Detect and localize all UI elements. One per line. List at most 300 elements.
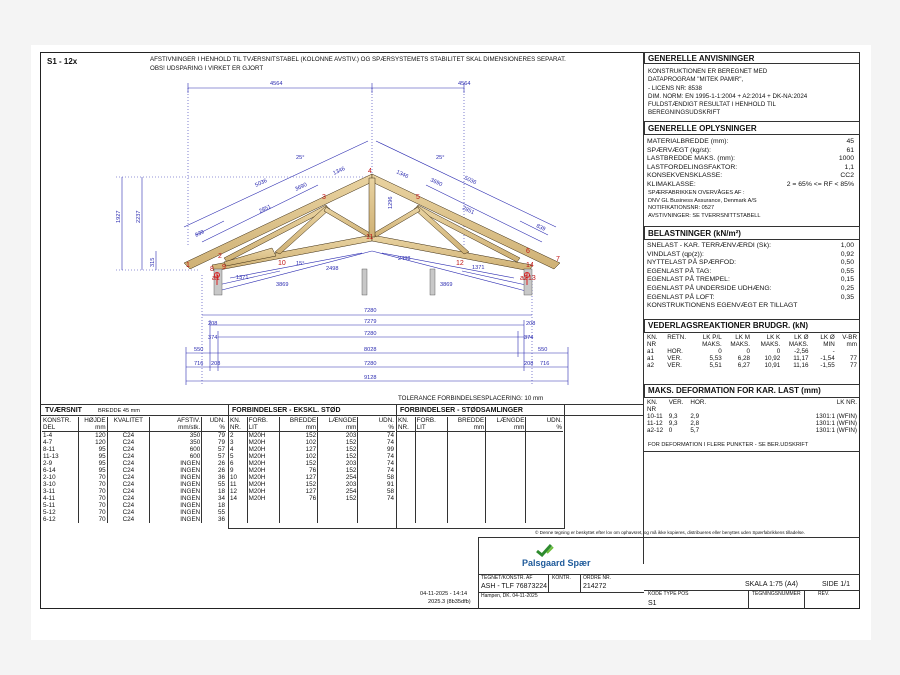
ekskl-empty-cell bbox=[318, 502, 358, 509]
tvaersnit-cell: 3-11 bbox=[42, 488, 78, 495]
belastninger-row bbox=[644, 251, 858, 259]
stoed-empty-row bbox=[397, 460, 563, 467]
stoed-empty-cell bbox=[415, 446, 447, 453]
tvaersnit-cell: 600 bbox=[150, 446, 202, 453]
ekskl-empty-cell bbox=[279, 502, 317, 509]
member-1346-r: 1346 bbox=[395, 169, 409, 181]
belastninger-key: EGENLAST PÅ LOFT: bbox=[647, 293, 715, 301]
support-markers bbox=[215, 273, 530, 286]
member-2498-r: 2498 bbox=[398, 256, 411, 262]
stoed-empty-cell bbox=[397, 509, 415, 516]
ekskl-cell: 74 bbox=[386, 439, 394, 446]
ekskl-cell: 152 bbox=[279, 432, 317, 440]
supports bbox=[214, 269, 532, 295]
anvisninger-line: KONSTRUKTIONEN ER BEREGNET MED bbox=[648, 68, 768, 75]
vederlag-cell: 0 bbox=[776, 348, 781, 355]
member-839-r: 839 bbox=[535, 223, 547, 233]
stoed-empty-cell bbox=[526, 474, 563, 481]
tvaersnit-cell: 70 bbox=[78, 516, 107, 523]
tvaersnit-cell: C24 bbox=[107, 467, 150, 474]
ekskl-empty-cell bbox=[229, 502, 247, 509]
ekskl-cell: 2 bbox=[229, 432, 247, 440]
deformation-header: HOR. bbox=[690, 399, 707, 406]
tvaersnit-cell: C24 bbox=[107, 460, 150, 467]
stoed-empty-row bbox=[397, 432, 563, 440]
tvaersnit-title: TVÆRSNIT bbox=[45, 407, 82, 414]
node-8: 8 bbox=[210, 266, 214, 273]
footer-mid bbox=[478, 574, 860, 575]
ekskl-empty-cell bbox=[358, 516, 395, 523]
stoed-empty-cell bbox=[486, 439, 526, 446]
belastninger-row bbox=[644, 259, 858, 267]
oplysninger-value: 61 bbox=[846, 146, 854, 154]
tvaersnit-cell: C24 bbox=[107, 495, 150, 502]
tvaersnit-cell: INGEN bbox=[150, 488, 202, 495]
stoed-empty-row bbox=[397, 502, 563, 509]
oplysninger-value: 1,1 bbox=[844, 163, 854, 171]
stoed-table bbox=[397, 417, 563, 523]
stoed-header-unit: LIT bbox=[415, 424, 447, 432]
ekskl-cell: 76 bbox=[279, 495, 317, 502]
vederlag-cell: 0 bbox=[746, 348, 750, 355]
ekskl-cell: 102 bbox=[279, 439, 317, 446]
place-date: Hampen, DK. 04-11-2025 bbox=[481, 593, 538, 599]
belastninger-title: BELASTNINGER (kN/m²) bbox=[648, 229, 741, 238]
stoed-empty-cell bbox=[447, 516, 485, 523]
ekskl-row bbox=[229, 488, 395, 495]
ekskl-cell: 10 bbox=[229, 474, 247, 481]
stoed-empty-cell bbox=[486, 481, 526, 488]
tvaersnit-cell: C24 bbox=[107, 432, 150, 440]
member-1371-r: 1371 bbox=[472, 265, 485, 271]
member-1296: 1296 bbox=[388, 196, 394, 209]
ekskl-cell: 203 bbox=[318, 432, 358, 440]
dim-b4-left: 550 bbox=[194, 347, 204, 353]
tvaersnit-cell: 8-11 bbox=[42, 446, 78, 453]
stoed-empty-cell bbox=[415, 509, 447, 516]
belastninger-row bbox=[644, 276, 858, 284]
vederlag-cell: 10,91 bbox=[764, 362, 781, 369]
tvaersnit-row bbox=[42, 481, 226, 488]
tvaersnit-cell: 70 bbox=[78, 495, 107, 502]
deformation-header-unit bbox=[777, 406, 858, 413]
node-10: 10 bbox=[278, 260, 286, 267]
ekskl-cell: 152 bbox=[318, 495, 358, 502]
ekskl-row bbox=[229, 467, 395, 474]
ekskl-cell: 152 bbox=[318, 453, 358, 460]
stoed-empty-cell bbox=[447, 432, 485, 440]
ekskl-cell: 74 bbox=[386, 460, 394, 467]
stoed-empty-cell bbox=[486, 446, 526, 453]
deformation-cell: 0 bbox=[668, 427, 673, 434]
ekskl-cell: 152 bbox=[318, 439, 358, 446]
stoed-empty-cell bbox=[415, 488, 447, 495]
tvaersnit-cell: 18 bbox=[217, 502, 225, 509]
deformation-header: KN. bbox=[647, 399, 658, 406]
tvaersnit-cell: 79 bbox=[217, 432, 225, 439]
stoed-empty-cell bbox=[397, 495, 415, 502]
member-839-l: 839 bbox=[194, 229, 206, 239]
ekskl-header: KN. bbox=[229, 417, 247, 424]
tvaersnit-cell: INGEN bbox=[150, 509, 202, 516]
support-a1: a1 bbox=[212, 275, 220, 282]
ekskl-header-unit: % bbox=[358, 424, 395, 432]
ekskl-title: FORBINDELSER - EKSKL. STØD bbox=[232, 407, 341, 414]
stoed-empty-cell bbox=[526, 460, 563, 467]
stoed-empty-row bbox=[397, 439, 563, 446]
vederlag-header: KN. bbox=[647, 334, 658, 341]
vederlag-cell: a1 bbox=[647, 348, 655, 355]
stoed-empty-cell bbox=[447, 509, 485, 516]
ekskl-header: LÆNGDE bbox=[318, 417, 358, 424]
deformation-bottom bbox=[644, 451, 860, 452]
vederlag-cell: -1,55 bbox=[820, 362, 835, 369]
anvisninger-line: DIM. NORM: EN 1995-1-1:2004 + A2:2014 + DK-NA:2024 bbox=[648, 92, 808, 100]
ekskl-bottom-border bbox=[228, 528, 396, 529]
stoed-empty-cell bbox=[447, 460, 485, 467]
vederlag-header: LK P/L bbox=[702, 334, 722, 341]
tvaersnit-cell: INGEN bbox=[150, 502, 202, 509]
stoed-empty-cell bbox=[486, 495, 526, 502]
tvaersnit-cell: INGEN bbox=[150, 460, 202, 467]
stoed-empty-cell bbox=[415, 439, 447, 446]
vederlag-header: V-BR bbox=[842, 334, 857, 341]
oplysninger-small: DNV GL Business Assurance, Denmark A/S bbox=[648, 197, 757, 204]
oplysninger-row bbox=[644, 164, 858, 172]
stoed-empty-cell bbox=[397, 453, 415, 460]
ekskl-cell: 74 bbox=[386, 495, 394, 502]
belastninger-value: 0,55 bbox=[840, 267, 854, 275]
oplysninger-row bbox=[644, 181, 858, 189]
stoed-empty-cell bbox=[486, 488, 526, 495]
vederlag-cell: 11,17 bbox=[793, 355, 809, 362]
ekskl-cell: 152 bbox=[318, 446, 358, 453]
vederlag-grid bbox=[646, 334, 858, 369]
ekskl-empty-cell bbox=[247, 502, 279, 509]
stoed-empty-cell bbox=[415, 495, 447, 502]
ordre-label: ORDRE NR. bbox=[583, 575, 612, 581]
ekskl-empty-row bbox=[229, 502, 395, 509]
tvaersnit-cell: C24 bbox=[107, 439, 150, 446]
stoed-empty-cell bbox=[526, 453, 563, 460]
stoed-empty-cell bbox=[447, 446, 485, 453]
vederlag-cell: a2 bbox=[647, 362, 655, 369]
belastninger-key: EGENLAST PÅ TAG: bbox=[647, 267, 712, 275]
logo-text: Palsgaard Spær bbox=[522, 558, 591, 568]
oplysninger-row bbox=[644, 147, 858, 155]
deformation-cell: 11-12 bbox=[647, 420, 663, 427]
vederlag-header: RETN. bbox=[667, 334, 687, 341]
tvaersnit-cell: C24 bbox=[107, 502, 150, 509]
anvisninger-line: FULDSTÆNDIGT RESULTAT I HENHOLD TIL bbox=[648, 101, 776, 109]
ekskl-cell: M20H bbox=[247, 481, 279, 488]
tvaersnit-header: KVALITET bbox=[107, 417, 150, 424]
tvaersnit-header: UDN. bbox=[209, 417, 225, 424]
vederlag-cell: 6,27 bbox=[737, 362, 750, 369]
node-1: 1 bbox=[186, 262, 190, 269]
support-a2: a2 bbox=[520, 275, 528, 282]
deformation-cell: 5,7 bbox=[690, 427, 700, 434]
deformation-grid bbox=[646, 399, 858, 434]
node-3: 3 bbox=[322, 194, 326, 201]
stoed-empty-cell bbox=[486, 432, 526, 440]
tvaersnit-cell: INGEN bbox=[150, 495, 202, 502]
member-1346-l: 1346 bbox=[332, 166, 347, 177]
tvaersnit-row bbox=[42, 509, 226, 516]
oplysninger-small: AVSTIVNINGER: SE TVERRSNITTSTABELL bbox=[648, 212, 761, 219]
ekskl-header: UDN. bbox=[378, 417, 394, 424]
side: SIDE 1/1 bbox=[822, 581, 851, 588]
node-9: 9 bbox=[222, 264, 226, 271]
ekskl-cell: 91 bbox=[386, 481, 394, 488]
tvaersnit-cell: 5-11 bbox=[42, 502, 78, 509]
ekskl-cell: 6 bbox=[229, 460, 247, 467]
belastninger-value: 0,35 bbox=[840, 293, 854, 301]
deformation-header-unit bbox=[668, 406, 690, 413]
tvaersnit-row bbox=[42, 453, 226, 460]
member-1371-l: 1371 bbox=[236, 275, 249, 281]
deformation-cell: 1301:1 (WFIN) bbox=[815, 413, 857, 420]
tvaersnit-row bbox=[42, 467, 226, 474]
ekskl-empty-cell bbox=[279, 516, 317, 523]
belastninger-key: EGENLAST PÅ TREMPEL: bbox=[647, 276, 730, 284]
deformation-header-unit bbox=[689, 406, 776, 413]
deformation-header-unit: NR bbox=[647, 406, 657, 413]
tolerance-note: TOLERANCE FORBINDELSESPLACERING: 10 mm bbox=[398, 395, 544, 402]
member-3690-l: 3690 bbox=[294, 182, 309, 193]
belastninger-row bbox=[644, 268, 858, 276]
dim-top-right: 4564 bbox=[458, 81, 471, 87]
tvaersnit-cell: INGEN bbox=[150, 474, 202, 481]
vederlag-cell: VER. bbox=[667, 362, 682, 369]
dim-b6-mid: 9128 bbox=[364, 375, 377, 381]
logo-icon bbox=[535, 543, 559, 557]
vederlag-header: LK K bbox=[766, 334, 781, 341]
oplysninger-row bbox=[644, 155, 858, 163]
stoed-empty-cell bbox=[526, 516, 563, 523]
footer-sep-4 bbox=[804, 590, 805, 609]
deformation-cell: a2-12 bbox=[647, 427, 664, 434]
dim-left-2237: 2237 bbox=[136, 210, 142, 223]
stoed-empty-cell bbox=[397, 516, 415, 523]
stoed-empty-cell bbox=[486, 467, 526, 474]
rev-label: REV. bbox=[818, 591, 830, 597]
dim-b5-mid: 7280 bbox=[364, 361, 377, 367]
belastninger-value: 1,00 bbox=[840, 242, 854, 249]
dim-left-315: 315 bbox=[150, 257, 156, 267]
ekskl-empty-cell bbox=[247, 516, 279, 523]
vederlag-header-unit bbox=[666, 341, 692, 348]
stoed-empty-cell bbox=[526, 467, 563, 474]
tvaersnit-cell: 70 bbox=[78, 509, 107, 516]
copyright: © Denne tegning er beskyttet efter lov om ophavsret, og må ikke kopieres, distribueres eller benyttes uden Spærfabrikkens tilladelse. bbox=[535, 530, 805, 535]
belastninger-key: VINDLAST (qp(z)): bbox=[647, 250, 704, 258]
tvaersnit-cell: 57 bbox=[217, 453, 225, 460]
anvisninger-line: - LICENS NR: 8538 bbox=[648, 84, 702, 92]
dim-b3-mid: 7280 bbox=[364, 331, 377, 337]
stoed-empty-cell bbox=[415, 502, 447, 509]
deformation-cell: 10-11 bbox=[647, 413, 663, 420]
vederlag-header-unit: mm bbox=[846, 341, 857, 348]
tvaersnit-cell: 79 bbox=[217, 439, 225, 446]
tables-top-border bbox=[40, 404, 644, 405]
stoed-header-unit: mm bbox=[447, 424, 485, 432]
stoed-grid bbox=[397, 417, 563, 523]
tvaersnit-header-unit: DEL bbox=[42, 424, 78, 432]
ekskl-cell: M20H bbox=[247, 446, 279, 453]
tvaersnit-cell: 34 bbox=[217, 495, 225, 502]
dim-left-1927: 1927 bbox=[116, 210, 122, 223]
deformation-row bbox=[646, 420, 858, 427]
ekskl-header-unit: NR. bbox=[229, 424, 247, 432]
sheet-title: S1 - 12x bbox=[47, 57, 78, 66]
ekskl-cell: 58 bbox=[386, 488, 394, 495]
oplysninger-key: KLIMAKLASSE: bbox=[647, 181, 696, 188]
ordre-value: 214272 bbox=[583, 583, 607, 590]
tvaersnit-cell: 350 bbox=[150, 432, 202, 440]
tvaersnit-subtitle: BREDDE 45 mm bbox=[98, 408, 140, 414]
dim-b5-right: 716 bbox=[540, 361, 550, 367]
stoed-empty-cell bbox=[526, 495, 563, 502]
stoed-empty-cell bbox=[397, 460, 415, 467]
vederlag-row bbox=[646, 355, 858, 362]
stoed-empty-row bbox=[397, 488, 563, 495]
stoed-empty-cell bbox=[486, 453, 526, 460]
stoed-empty-cell bbox=[397, 432, 415, 440]
node-12: 12 bbox=[456, 260, 464, 267]
stoed-empty-cell bbox=[526, 509, 563, 516]
oplysninger-value: 1000 bbox=[838, 155, 854, 163]
ekskl-row bbox=[229, 446, 395, 453]
tvaersnit-cell: 95 bbox=[78, 467, 107, 474]
stoed-right-border bbox=[564, 404, 565, 529]
tvaersnit-cell: 95 bbox=[78, 453, 107, 460]
note-line-1: AFSTIVNINGER I HENHOLD TIL TVÆRSNITSTABEL (KOLONNE AVSTIV.) OG SPÆRSYSTEMETS STABILITET SKAL DIMENSIONERES SEPARAT. bbox=[150, 56, 566, 63]
ekskl-row bbox=[229, 481, 395, 488]
oplysninger-rows bbox=[644, 138, 858, 223]
ekskl-cell: 99 bbox=[386, 446, 394, 453]
oplysninger-row bbox=[644, 172, 858, 180]
ekskl-cell: M20H bbox=[247, 432, 279, 440]
tvaersnit-header: KONSTR. bbox=[42, 417, 78, 424]
stoed-empty-row bbox=[397, 453, 563, 460]
node-13: 13 bbox=[528, 275, 536, 282]
deformation-header: VER. bbox=[668, 399, 684, 406]
node-4: 4 bbox=[368, 168, 372, 175]
ekskl-cell: 3 bbox=[229, 439, 247, 446]
belastninger-value: 0,15 bbox=[840, 276, 854, 284]
deformation-cell: 9,3 bbox=[668, 420, 678, 427]
node-14: 14 bbox=[526, 262, 534, 269]
ekskl-empty-cell bbox=[229, 516, 247, 523]
tvaersnit-cell: 70 bbox=[78, 474, 107, 481]
belastninger-key: SNELAST - KAR. TERRÆNVÆRDI (Sk): bbox=[647, 242, 771, 249]
deformation-row bbox=[646, 427, 858, 434]
tvaersnit-cell: C24 bbox=[107, 481, 150, 488]
tvaersnit-cell: INGEN bbox=[150, 516, 202, 523]
tvaersnit-cell: INGEN bbox=[150, 481, 202, 488]
tvaersnit-cell: 1-4 bbox=[42, 432, 78, 440]
stoed-empty-cell bbox=[415, 460, 447, 467]
deformation-note: FOR DEFORMATION I FLERE PUNKTER - SE BER.UDSKRIFT bbox=[648, 442, 809, 448]
tvaersnit-row bbox=[42, 488, 226, 495]
member-3869-l: 3869 bbox=[276, 282, 289, 288]
stoed-empty-row bbox=[397, 481, 563, 488]
ekskl-cell: 127 bbox=[279, 474, 317, 481]
stoed-empty-cell bbox=[526, 432, 563, 440]
tvaersnit-header-unit: mm bbox=[78, 424, 107, 432]
tvaersnit-cell: 70 bbox=[78, 481, 107, 488]
tvaersnit-cell: 2-9 bbox=[42, 460, 78, 467]
tvaersnit-cell: C24 bbox=[107, 509, 150, 516]
dim-top-left: 4564 bbox=[270, 81, 283, 87]
date-left: 04-11-2025 - 14:14 bbox=[420, 591, 468, 597]
belastninger-row bbox=[644, 302, 858, 310]
ekskl-empty-cell bbox=[279, 509, 317, 516]
belastninger-rows bbox=[644, 242, 858, 308]
stoed-header: FORB. bbox=[415, 417, 447, 424]
stoed-empty-cell bbox=[486, 509, 526, 516]
tvaersnit-row bbox=[42, 474, 226, 481]
stoed-empty-cell bbox=[397, 467, 415, 474]
member-3869-r: 3869 bbox=[440, 282, 453, 288]
deformation-cell: 2,9 bbox=[690, 413, 700, 420]
ekskl-header-unit: mm bbox=[279, 424, 317, 432]
deformation-table bbox=[646, 399, 858, 434]
ekskl-header-unit: mm bbox=[318, 424, 358, 432]
angle-left: 25° bbox=[296, 155, 305, 161]
tvaersnit-cell: 120 bbox=[78, 439, 107, 446]
stoed-empty-cell bbox=[397, 474, 415, 481]
ekskl-row bbox=[229, 460, 395, 467]
ekskl-cell: M20H bbox=[247, 439, 279, 446]
ekskl-cell: 14 bbox=[229, 495, 247, 502]
vederlag-cell: 5,51 bbox=[709, 362, 722, 369]
ekskl-cell: 58 bbox=[386, 474, 394, 481]
stoed-header: UDN. bbox=[546, 417, 562, 424]
vederlag-cell: 77 bbox=[849, 355, 857, 362]
dim-b5-right2: 208 bbox=[524, 361, 534, 367]
stoed-empty-cell bbox=[447, 481, 485, 488]
ekskl-cell: 152 bbox=[279, 481, 317, 488]
vederlag-header: LK M bbox=[735, 334, 750, 341]
vederlag-cell: a1 bbox=[647, 355, 655, 362]
belastninger-key: EGENLAST PÅ UNDERSIDE UDHÆNG: bbox=[647, 285, 772, 292]
oplysninger-value: 2 = 65% <= RF < 85% bbox=[786, 181, 854, 188]
tvaersnit-cell: C24 bbox=[107, 488, 150, 495]
ekskl-cell: 76 bbox=[279, 467, 317, 474]
ekskl-cell: 127 bbox=[279, 488, 317, 495]
ekskl-row bbox=[229, 432, 395, 440]
footer-top bbox=[478, 537, 860, 538]
dim-b2-right: 208 bbox=[526, 321, 536, 327]
node-7: 7 bbox=[556, 256, 560, 263]
oplysninger-key: MATERIALBREDDE (mm): bbox=[647, 138, 729, 145]
node-6: 6 bbox=[526, 248, 530, 255]
tvaersnit-cell: 26 bbox=[217, 467, 225, 474]
stoed-empty-cell bbox=[397, 481, 415, 488]
oplysninger-value: CC2 bbox=[840, 172, 854, 180]
vederlag-cell: 6,28 bbox=[737, 355, 750, 362]
stoed-empty-cell bbox=[486, 516, 526, 523]
stoed-empty-cell bbox=[526, 446, 563, 453]
anvisninger-title: GENERELLE ANVISNINGER bbox=[648, 54, 755, 63]
tvaersnit-row bbox=[42, 446, 226, 453]
angle-right: 25° bbox=[436, 155, 445, 161]
tvaersnit-cell: 6-12 bbox=[42, 516, 78, 523]
stoed-empty-cell bbox=[415, 453, 447, 460]
tvaersnit-table bbox=[42, 417, 226, 523]
